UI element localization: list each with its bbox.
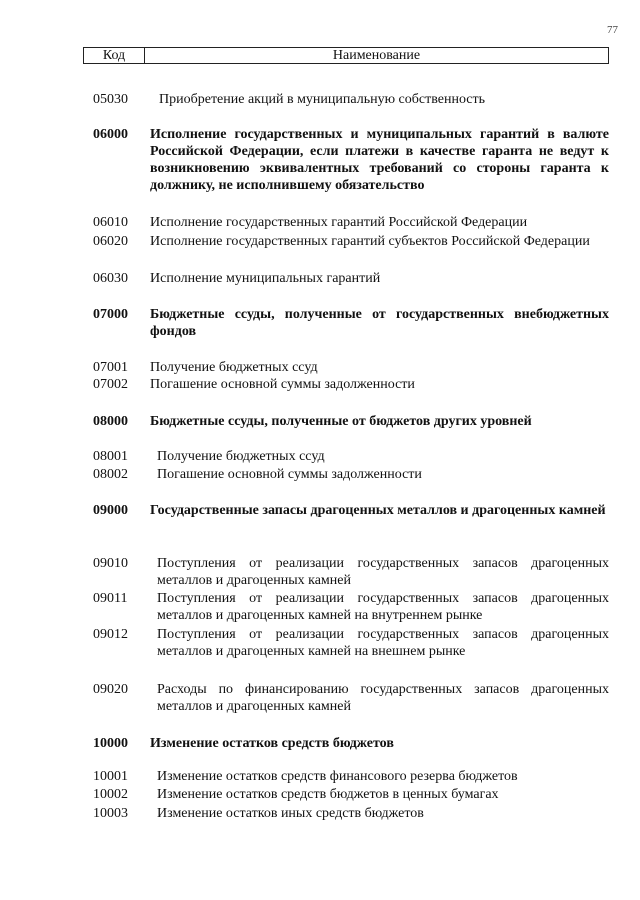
item-code: 09000 [93, 503, 128, 518]
item-name: Приобретение акций в муниципальную собственность [159, 92, 486, 107]
item-code: 07002 [93, 377, 128, 392]
item-name: Поступления от реализации государственных запасов драгоценных металлов и драгоценных камней [157, 556, 609, 588]
item-code: 09010 [93, 556, 128, 571]
item-name: Государственные запасы драгоценных металлов и драгоценных камней [150, 503, 606, 518]
item-name: Расходы по финансированию государственных запасов драгоценных металлов и драгоценных камней [157, 682, 609, 714]
item-code: 09012 [93, 627, 128, 642]
item-name: Исполнение государственных и муниципальных гарантий в валюте Российской Федерации, если платежи в качестве гаранта не ведут к возникновению эквивалентных требований со стороны гаранта к должнику, не исполнившему обязательство [150, 127, 609, 193]
item-name: Бюджетные ссуды, полученные от государственных внебюджетных фондов [150, 307, 609, 339]
item-code: 10002 [93, 787, 128, 802]
list-item [83, 626, 609, 686]
page-number: 77 [607, 24, 618, 36]
item-name: Поступления от реализации государственных запасов драгоценных металлов и драгоценных камней на внешнем рынке [157, 627, 609, 659]
item-name: Поступления от реализации государственных запасов драгоценных металлов и драгоценных камней на внутреннем рынке [157, 591, 609, 623]
table-header [83, 47, 609, 64]
item-name: Бюджетные ссуды, полученные от бюджетов других уровней [150, 414, 532, 429]
item-code: 08001 [93, 449, 128, 464]
item-code: 10003 [93, 806, 128, 821]
item-code: 06000 [93, 127, 128, 142]
header-code: Код [84, 48, 145, 63]
header-name: Наименование [332, 48, 421, 63]
item-name: Исполнение государственных гарантий субъектов Российской Федерации [150, 234, 590, 249]
item-name: Получение бюджетных ссуд [157, 449, 325, 464]
item-name: Погашение основной суммы задолженности [157, 467, 422, 482]
item-name: Получение бюджетных ссуд [150, 360, 318, 375]
item-code: 06020 [93, 234, 128, 249]
item-code: 10000 [93, 736, 128, 751]
list-item [83, 805, 609, 865]
item-code: 08000 [93, 414, 128, 429]
item-code: 06010 [93, 215, 128, 230]
item-code: 09020 [93, 682, 128, 697]
item-code: 10001 [93, 769, 128, 784]
item-code: 07001 [93, 360, 128, 375]
item-name: Изменение остатков средств бюджетов [150, 736, 394, 751]
list-item [83, 681, 609, 741]
item-code: 07000 [93, 307, 128, 322]
list-item [83, 502, 609, 562]
item-name: Погашение основной суммы задолженности [150, 377, 415, 392]
item-name: Изменение остатков иных средств бюджетов [157, 806, 424, 821]
item-code: 08002 [93, 467, 128, 482]
item-code: 09011 [93, 591, 128, 606]
item-name: Исполнение муниципальных гарантий [150, 271, 381, 286]
item-name: Изменение остатков средств финансового резерва бюджетов [157, 769, 518, 784]
list-item [83, 306, 609, 366]
item-name: Изменение остатков средств бюджетов в ценных бумагах [157, 787, 499, 802]
item-code: 05030 [93, 92, 128, 107]
list-item [83, 126, 609, 193]
item-name: Исполнение государственных гарантий Российской Федерации [150, 215, 528, 230]
item-code: 06030 [93, 271, 128, 286]
